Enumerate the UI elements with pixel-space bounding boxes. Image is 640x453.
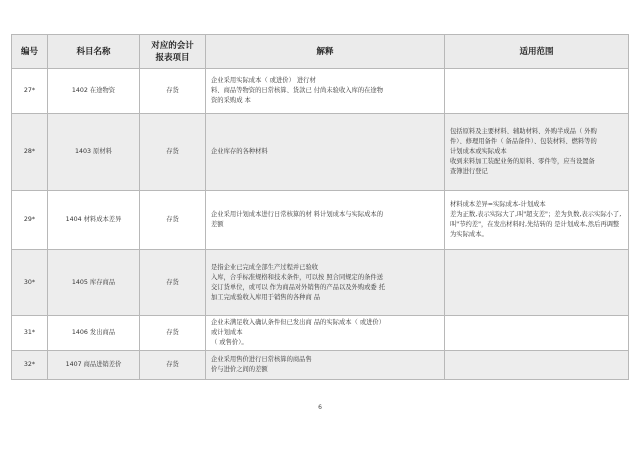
row-account-name: 1407 商品进销差价 bbox=[48, 351, 140, 380]
explanation-line: 料、商品等物资的日常核算、货款已 付尚未验收入库的在途物 bbox=[211, 87, 384, 94]
explanation-line: 企业采用售价进行日常核算的商品售 bbox=[211, 356, 312, 363]
explanation-line: （ 或售价）。 bbox=[211, 339, 248, 346]
row-number: 28* bbox=[12, 114, 48, 191]
row-scope bbox=[445, 114, 629, 191]
row-account-name: 1404 材料成本差异 bbox=[48, 191, 140, 250]
table-row bbox=[12, 250, 629, 316]
scope-line: 查簿进行登记 bbox=[450, 168, 488, 175]
table-row bbox=[12, 351, 629, 380]
table-header-row bbox=[12, 35, 629, 69]
row-report-item: 存货 bbox=[140, 316, 206, 351]
scope-line: 差为正数,表示实际大了,叫"超支差"；差为负数,表示实际小了, bbox=[450, 211, 622, 218]
page-number: 6 bbox=[318, 404, 322, 411]
row-report-item: 存货 bbox=[140, 250, 206, 316]
row-report-item: 存货 bbox=[140, 191, 206, 250]
table-row bbox=[12, 316, 629, 351]
row-scope bbox=[445, 250, 629, 316]
scope-line: 计划成本或实际成本 bbox=[450, 148, 507, 155]
account-table bbox=[11, 34, 629, 380]
scope-line: 包括原料及主要材料、辅助材料、外购半成品（ 外购 bbox=[450, 128, 597, 135]
header-scope: 适用范围 bbox=[445, 35, 629, 69]
explanation-line: 交订货单位，或可以 作为商品对外销售的产品以及外购或委 托 bbox=[211, 283, 386, 291]
row-number: 30* bbox=[12, 250, 48, 316]
row-number: 29* bbox=[12, 191, 48, 250]
header-report-item bbox=[140, 35, 206, 69]
explanation-line: 加工完成验收入库用于销售的各种商 品 bbox=[211, 293, 321, 301]
scope-line: 件）、修理用备件（ 备品备件）、包装材料、燃料等的 bbox=[450, 138, 597, 145]
explanation-line: 价与进价之间的差额 bbox=[211, 366, 268, 373]
explanation-line: 企业采用计划成本进行日常核算的材 料计划成本与实际成本的 bbox=[211, 211, 384, 218]
row-report-item: 存货 bbox=[140, 351, 206, 380]
row-explanation bbox=[206, 351, 445, 380]
row-account-name: 1403 原材料 bbox=[48, 114, 140, 191]
row-scope bbox=[445, 316, 629, 351]
row-account-name: 1406 发出商品 bbox=[48, 316, 140, 351]
header-account-name: 科目名称 bbox=[48, 35, 140, 69]
scope-line: 叫"节约差"，在发出材料时,先结转的 是计划成本,然后再调整 bbox=[450, 221, 620, 228]
row-explanation bbox=[206, 316, 445, 351]
explanation-line: 或计划成本 bbox=[211, 329, 243, 336]
table-body bbox=[12, 69, 629, 380]
row-explanation bbox=[206, 191, 445, 250]
explanation-line: 企业未满足收入确认条件但已发出商 品的实际成本（ 或进价） bbox=[211, 319, 386, 326]
explanation-line: 资的采购成 本 bbox=[211, 97, 251, 104]
table-row bbox=[12, 114, 629, 191]
row-scope bbox=[445, 351, 629, 380]
explanation-line: 企业库存的各种材料 bbox=[211, 148, 268, 155]
row-explanation bbox=[206, 114, 445, 191]
row-number: 31* bbox=[12, 316, 48, 351]
header-number: 编号 bbox=[12, 35, 48, 69]
row-account-name: 1402 在途物资 bbox=[48, 69, 140, 114]
explanation-line: 差额 bbox=[211, 221, 224, 228]
explanation-line: 企业采用实际成本（ 或进价） 进行材 bbox=[211, 77, 316, 84]
explanation-line: 入库，合乎标准规格和技术条件，可以按 照合同规定的条件送 bbox=[211, 273, 384, 281]
row-explanation bbox=[206, 250, 445, 316]
row-report-item: 存货 bbox=[140, 69, 206, 114]
header-report-item-line1: 对应的会计 bbox=[151, 40, 194, 51]
table-row bbox=[12, 191, 629, 250]
row-number: 32* bbox=[12, 351, 48, 380]
row-scope bbox=[445, 69, 629, 114]
row-number: 27* bbox=[12, 69, 48, 114]
header-report-item-line2: 报表项目 bbox=[155, 52, 190, 63]
row-scope bbox=[445, 191, 629, 250]
scope-line: 收到来料加工装配业务的原料、零件等，应当设置备 bbox=[450, 158, 595, 165]
row-explanation bbox=[206, 69, 445, 114]
header-explanation: 解释 bbox=[206, 35, 445, 69]
scope-line: 为实际成本。 bbox=[450, 231, 488, 238]
scope-line: 材料成本差异=实际成本-计划成本 bbox=[450, 201, 546, 208]
row-account-name: 1405 库存商品 bbox=[48, 250, 140, 316]
explanation-line: 是指企业已完成全部生产过程并已验收 bbox=[211, 263, 319, 271]
row-report-item: 存货 bbox=[140, 114, 206, 191]
table-row bbox=[12, 69, 629, 114]
